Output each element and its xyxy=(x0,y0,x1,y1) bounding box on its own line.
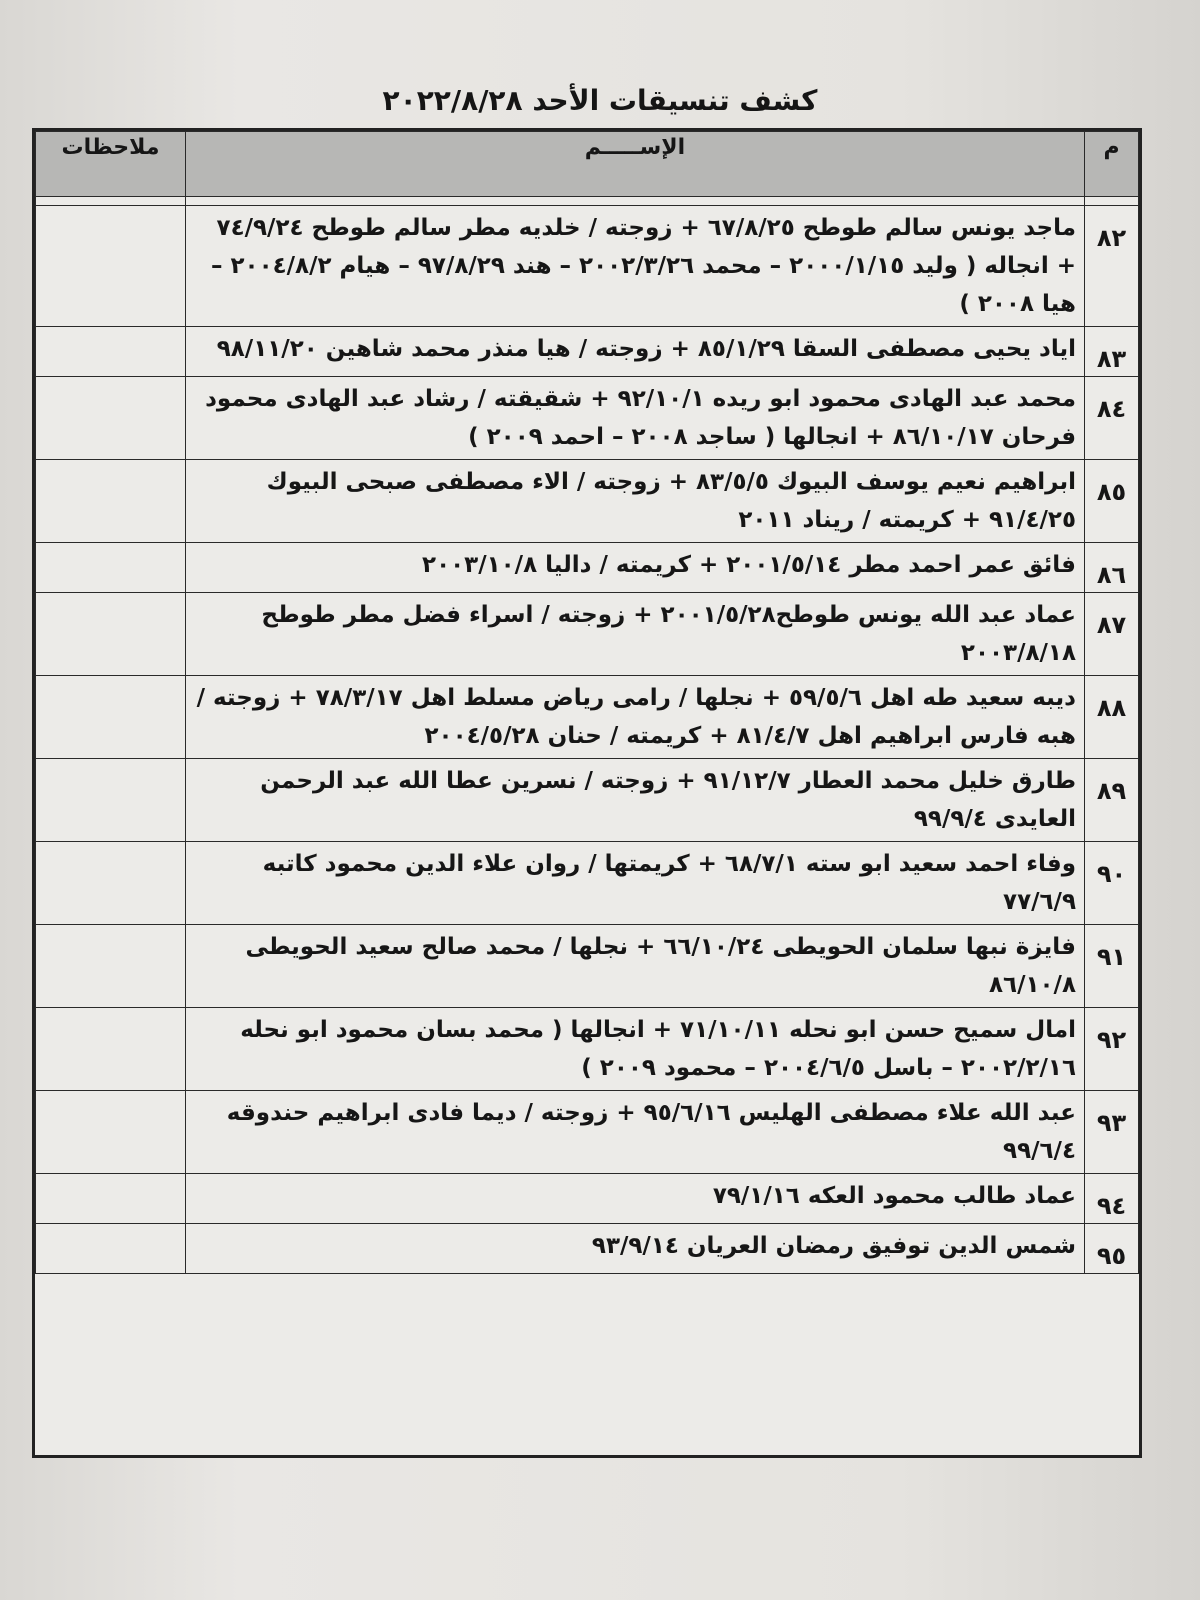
row-name: اياد يحيى مصطفى السقا ٨٥/١/٢٩ + زوجته / هيا منذر محمد شاهين ٩٨/١١/٢٠ xyxy=(186,327,1085,377)
table-row xyxy=(36,377,1139,460)
row-notes xyxy=(36,206,186,327)
row-number: ٨٨ xyxy=(1085,676,1139,759)
row-notes xyxy=(36,1174,186,1224)
table-row xyxy=(36,206,1139,327)
row-number: ٩١ xyxy=(1085,925,1139,1008)
table-row xyxy=(36,1224,1139,1274)
row-number: ٩٤ xyxy=(1085,1174,1139,1224)
row-name: وفاء احمد سعيد ابو سته ٦٨/٧/١ + كريمتها / روان علاء الدين محمود كاتبه ٧٧/٦/٩ xyxy=(186,842,1085,925)
row-number: ٩٠ xyxy=(1085,842,1139,925)
row-name: فايزة نبها سلمان الحويطى ٦٦/١٠/٢٤ + نجلها / محمد صالح سعيد الحويطى ٨٦/١٠/٨ xyxy=(186,925,1085,1008)
row-number: ٨٦ xyxy=(1085,543,1139,593)
row-notes xyxy=(36,460,186,543)
row-name: محمد عبد الهادى محمود ابو ريده ٩٢/١٠/١ + شقيقته / رشاد عبد الهادى محمود فرحان ٨٦/١٠/١٧ + انجالها ( ساجد ٢٠٠٨ – احمد ٢٠٠٩ ) xyxy=(186,377,1085,460)
header-name: الإســـــم xyxy=(186,132,1085,197)
row-notes xyxy=(36,925,186,1008)
page-title: كشف تنسيقات الأحد ٢٠٢٢/٨/٢٨ xyxy=(382,84,818,117)
row-number: ٩٢ xyxy=(1085,1008,1139,1091)
header-separator xyxy=(36,197,1139,206)
header-notes: ملاحظات xyxy=(36,132,186,197)
row-number: ٨٣ xyxy=(1085,327,1139,377)
row-notes xyxy=(36,842,186,925)
table-row xyxy=(36,1091,1139,1174)
coordination-table-frame xyxy=(32,128,1142,1458)
table-row xyxy=(36,842,1139,925)
row-notes xyxy=(36,676,186,759)
row-name: امال سميح حسن ابو نحله ٧١/١٠/١١ + انجالها ( محمد بسان محمود ابو نحله ٢٠٠٢/٢/١٦ – باسل ٢٠٠٤/٦/٥ – محمود ٢٠٠٩ ) xyxy=(186,1008,1085,1091)
row-name: فائق عمر احمد مطر ٢٠٠١/٥/١٤ + كريمته / داليا ٢٠٠٣/١٠/٨ xyxy=(186,543,1085,593)
row-name: عماد طالب محمود العكه ٧٩/١/١٦ xyxy=(186,1174,1085,1224)
row-number: ٨٤ xyxy=(1085,377,1139,460)
row-notes xyxy=(36,759,186,842)
coordination-table xyxy=(35,131,1139,1274)
row-number: ٨٥ xyxy=(1085,460,1139,543)
row-name: عماد عبد الله يونس طوطح٢٠٠١/٥/٢٨ + زوجته / اسراء فضل مطر طوطح ٢٠٠٣/٨/١٨ xyxy=(186,593,1085,676)
row-number: ٩٣ xyxy=(1085,1091,1139,1174)
row-notes xyxy=(36,377,186,460)
row-name: ابراهيم نعيم يوسف البيوك ٨٣/٥/٥ + زوجته / الاء مصطفى صبحى البيوك ٩١/٤/٢٥ + كريمته / ريناد ٢٠١١ xyxy=(186,460,1085,543)
row-number: ٨٢ xyxy=(1085,206,1139,327)
table-row xyxy=(36,925,1139,1008)
table-row xyxy=(36,1008,1139,1091)
header-number: م xyxy=(1085,132,1139,197)
row-name: ماجد يونس سالم طوطح ٦٧/٨/٢٥ + زوجته / خلديه مطر سالم طوطح ٧٤/٩/٢٤ + انجاله ( وليد ٢٠٠٠/١/١٥ – محمد ٢٠٠٢/٣/٢٦ – هند ٩٧/٨/٢٩ – هيام ٢٠٠٤/٨/٢ – هيا ٢٠٠٨ ) xyxy=(186,206,1085,327)
table-row xyxy=(36,593,1139,676)
row-notes xyxy=(36,1224,186,1274)
table-row xyxy=(36,1174,1139,1224)
row-name: عبد الله علاء مصطفى الهليس ٩٥/٦/١٦ + زوجته / ديما فادى ابراهيم حندوقه ٩٩/٦/٤ xyxy=(186,1091,1085,1174)
row-notes xyxy=(36,1091,186,1174)
table-row xyxy=(36,460,1139,543)
table-row xyxy=(36,543,1139,593)
row-name: طارق خليل محمد العطار ٩١/١٢/٧ + زوجته / نسرين عطا الله عبد الرحمن العايدى ٩٩/٩/٤ xyxy=(186,759,1085,842)
table-row xyxy=(36,676,1139,759)
row-number: ٨٧ xyxy=(1085,593,1139,676)
table-row xyxy=(36,759,1139,842)
row-name: شمس الدين توفيق رمضان العريان ٩٣/٩/١٤ xyxy=(186,1224,1085,1274)
row-notes xyxy=(36,327,186,377)
row-number: ٩٥ xyxy=(1085,1224,1139,1274)
row-notes xyxy=(36,543,186,593)
row-name: ديبه سعيد طه اهل ٥٩/٥/٦ + نجلها / رامى رياض مسلط اهل ٧٨/٣/١٧ + زوجته / هبه فارس ابراهيم اهل ٨١/٤/٧ + كريمته / حنان ٢٠٠٤/٥/٢٨ xyxy=(186,676,1085,759)
row-notes xyxy=(36,593,186,676)
table-row xyxy=(36,327,1139,377)
row-number: ٨٩ xyxy=(1085,759,1139,842)
table-header-row xyxy=(36,132,1139,197)
row-notes xyxy=(36,1008,186,1091)
